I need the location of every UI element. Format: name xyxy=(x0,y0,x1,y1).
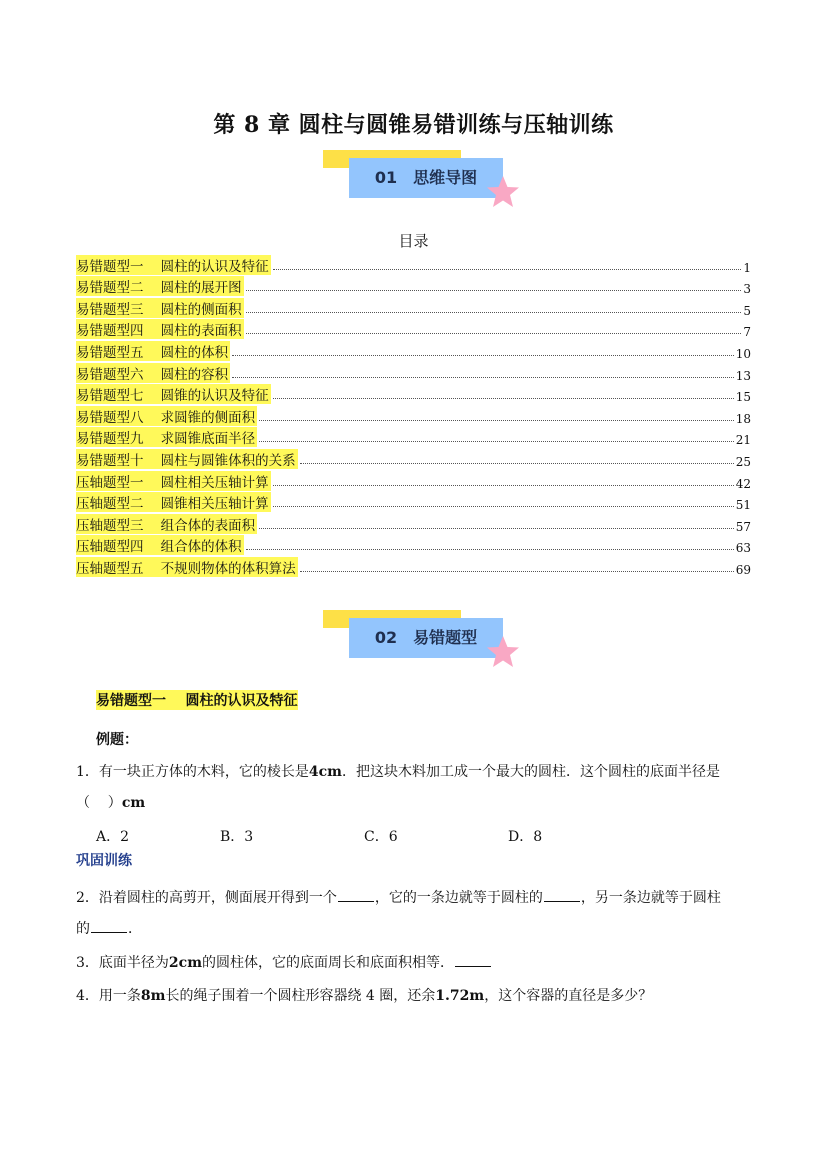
consolidate-label: 巩固训练 xyxy=(76,853,132,869)
toc-entry-page: 7 xyxy=(743,325,751,340)
question-4 xyxy=(76,985,652,1005)
banner-text: 易错题型 xyxy=(413,628,478,647)
q4-text-b: 8m xyxy=(140,988,166,1004)
toc-entry-page: 42 xyxy=(735,476,751,491)
toc-entry-label: 易错题型十 圆柱与圆锥体积的关系 xyxy=(76,449,298,469)
document-title: 第 8 章 圆柱与圆锥易错训练与压轴训练 xyxy=(213,112,614,138)
toc-entry[interactable] xyxy=(76,339,751,361)
toc-entry-label: 压轴题型五 不规则物体的体积算法 xyxy=(76,557,298,577)
toc-entry-page: 18 xyxy=(735,411,751,426)
toc-entry-page: 15 xyxy=(735,390,751,405)
toc-entry-page: 1 xyxy=(743,260,751,275)
toc-entry-page: 63 xyxy=(735,541,751,556)
answer-blank[interactable] xyxy=(338,889,374,902)
q1-paren: （ ） xyxy=(76,795,122,811)
toc-entry-page: 3 xyxy=(743,282,751,297)
banner-label xyxy=(349,618,503,658)
toc-leader-dots xyxy=(246,312,742,313)
q3-text-b: 2cm xyxy=(168,955,203,971)
toc-leader-dots xyxy=(246,290,742,291)
toc-entry-label: 压轴题型三 组合体的表面积 xyxy=(76,514,257,534)
choice-a: A．2 xyxy=(96,829,130,845)
toc-entry-label: 易错题型六 圆柱的容积 xyxy=(76,363,230,383)
toc-entry-label: 易错题型二 圆柱的展开图 xyxy=(76,276,244,296)
question-1-line-2 xyxy=(76,792,145,812)
toc-entry-page: 21 xyxy=(735,433,751,448)
q2-text-c: ，另一条边就等于圆柱 xyxy=(580,890,721,906)
q4-text-c: 长的绳子围着一个圆柱形容器绕 4 圈，还余 xyxy=(165,988,436,1004)
banner-number: 02 xyxy=(374,628,398,647)
toc-entry[interactable] xyxy=(76,426,751,448)
question-2-line-1 xyxy=(76,887,721,907)
toc-leader-dots xyxy=(273,398,734,399)
toc-entry-label: 压轴题型二 圆锥相关压轴计算 xyxy=(76,492,271,512)
toc-entry[interactable] xyxy=(76,491,751,513)
toc-entry-page: 57 xyxy=(735,519,751,534)
toc-entry-label: 易错题型四 圆柱的表面积 xyxy=(76,319,244,339)
toc-entry-page: 5 xyxy=(743,303,751,318)
toc-entry[interactable] xyxy=(76,275,751,297)
q4-text-d: 1.72m xyxy=(435,988,485,1004)
toc-leader-dots xyxy=(232,355,734,356)
toc-leader-dots xyxy=(259,420,734,421)
toc-leader-dots xyxy=(300,571,734,572)
q1-unit: cm xyxy=(121,795,146,811)
toc-entry-label: 压轴题型四 组合体的体积 xyxy=(76,535,244,555)
star-icon xyxy=(485,634,521,670)
toc-leader-dots xyxy=(273,506,734,507)
toc-entry-page: 69 xyxy=(735,562,751,577)
banner-text: 思维导图 xyxy=(413,168,478,187)
toc-entry[interactable] xyxy=(76,383,751,405)
toc-leader-dots xyxy=(246,333,742,334)
choice-d: D．8 xyxy=(508,829,543,845)
toc-entry[interactable] xyxy=(76,555,751,577)
toc-leader-dots xyxy=(273,485,734,486)
toc-leader-dots xyxy=(246,549,734,550)
toc-entry-page: 13 xyxy=(735,368,751,383)
toc-entry-label: 易错题型五 圆柱的体积 xyxy=(76,341,230,361)
toc-entry-page: 25 xyxy=(735,454,751,469)
example-label: 例题： xyxy=(96,732,138,748)
toc-entry[interactable] xyxy=(76,253,751,275)
toc-entry[interactable] xyxy=(76,534,751,556)
toc-entry[interactable] xyxy=(76,447,751,469)
star-icon xyxy=(485,174,521,210)
q1-text-b: 4cm xyxy=(308,764,342,780)
banner-number: 01 xyxy=(374,168,398,187)
toc-leader-dots xyxy=(300,463,734,464)
q2-text-e: ． xyxy=(128,921,142,937)
toc-entry-page: 10 xyxy=(735,346,751,361)
q3-text-c: 的圆柱体，它的底面周长和底面积相等． xyxy=(202,955,455,971)
toc-leader-dots xyxy=(273,269,742,270)
toc-entry[interactable] xyxy=(76,404,751,426)
question-3 xyxy=(76,952,492,972)
toc-entry-label: 易错题型九 求圆锥底面半径 xyxy=(76,427,257,447)
toc-entry-page: 51 xyxy=(735,498,751,513)
toc-entry[interactable] xyxy=(76,296,751,318)
choice-b: B．3 xyxy=(220,829,254,845)
section-banner-error-types xyxy=(323,610,523,670)
answer-blank[interactable] xyxy=(455,954,491,967)
table-of-contents xyxy=(76,253,751,577)
question-2-line-2 xyxy=(76,918,142,938)
answer-blank[interactable] xyxy=(91,920,127,933)
answer-blank[interactable] xyxy=(544,889,580,902)
question-1-line-1 xyxy=(76,761,720,781)
toc-leader-dots xyxy=(232,377,734,378)
q4-text-a: 4．用一条 xyxy=(76,988,141,1004)
q4-text-e: ，这个容器的直径是多少？ xyxy=(484,988,653,1004)
toc-entry[interactable] xyxy=(76,512,751,534)
toc-title: 目录 xyxy=(398,232,429,250)
toc-leader-dots xyxy=(259,528,734,529)
banner-label xyxy=(349,158,503,198)
toc-entry-label: 压轴题型一 圆柱相关压轴计算 xyxy=(76,471,271,491)
q2-text-d: 的 xyxy=(76,921,90,937)
section-banner-mindmap xyxy=(323,150,523,210)
toc-leader-dots xyxy=(259,441,734,442)
toc-entry[interactable] xyxy=(76,318,751,340)
q1-text-c: ．把这块木料加工成一个最大的圆柱．这个圆柱的底面半径是 xyxy=(342,764,720,780)
toc-entry-label: 易错题型七 圆锥的认识及特征 xyxy=(76,384,271,404)
toc-entry[interactable] xyxy=(76,469,751,491)
toc-entry[interactable] xyxy=(76,361,751,383)
q1-text-a: 1．有一块正方体的木料，它的棱长是 xyxy=(76,764,309,780)
toc-entry-label: 易错题型三 圆柱的侧面积 xyxy=(76,298,244,318)
q2-text-a: 2．沿着圆柱的高剪开，侧面展开得到一个 xyxy=(76,890,337,906)
choice-c: C．6 xyxy=(364,829,398,845)
toc-entry-label: 易错题型一 圆柱的认识及特征 xyxy=(76,255,271,275)
toc-entry-label: 易错题型八 求圆锥的侧面积 xyxy=(76,406,257,426)
q3-text-a: 3．底面半径为 xyxy=(76,955,169,971)
section-heading: 易错题型一 圆柱的认识及特征 xyxy=(96,690,298,710)
q2-text-b: ，它的一条边就等于圆柱的 xyxy=(374,890,543,906)
